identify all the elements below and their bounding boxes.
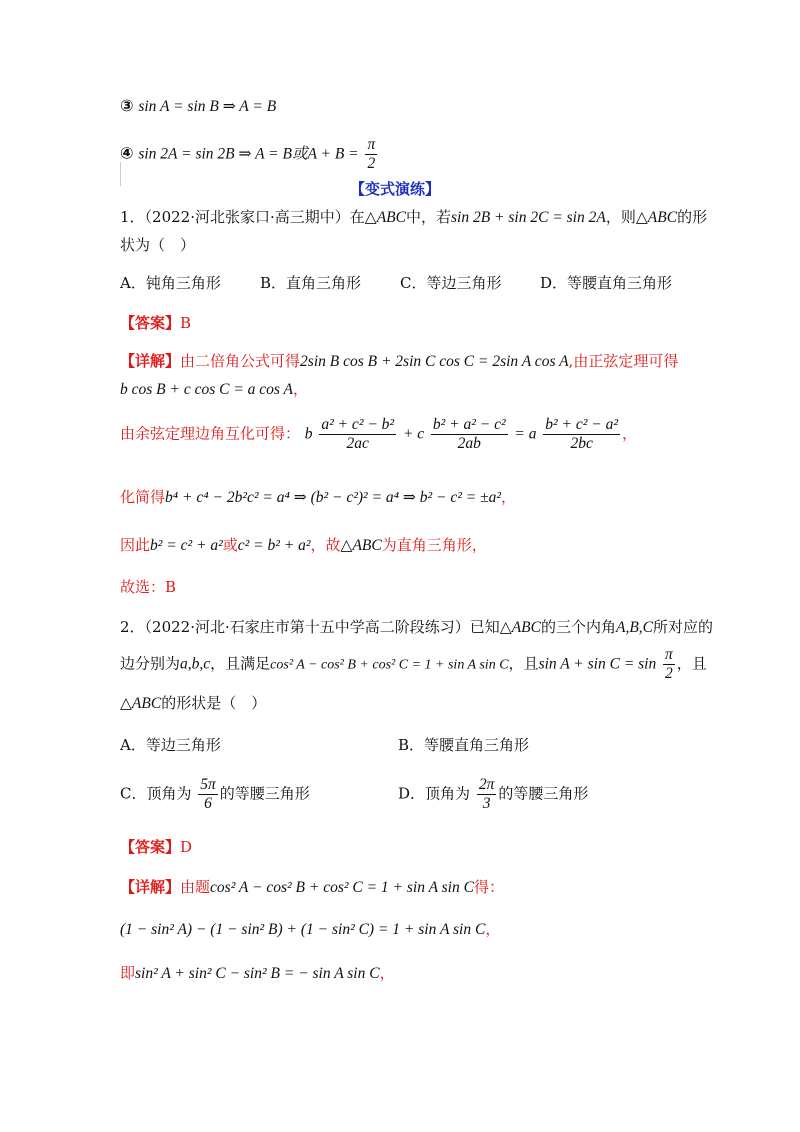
q2-option-c-fraction — [198, 776, 218, 813]
q1-detail-3-frac-2 — [431, 416, 508, 453]
q1-option-b: B．直角三角形 — [260, 274, 362, 292]
q2-condition-1: cos² A − cos² B + cos² C = 1 + sin A sin C — [270, 657, 509, 673]
q1-conclusion: 故选：B — [120, 578, 177, 596]
q1-answer — [120, 312, 191, 333]
q2-stem-line2 — [120, 646, 707, 683]
q1-detail-4-end: ， — [501, 488, 517, 506]
q2-condition-2: sin A + sin C = sin — [538, 655, 657, 673]
q2-option-c — [120, 776, 310, 813]
formula-4-fraction — [365, 136, 377, 173]
q1-frac-1-num: a² + c² − b² — [321, 416, 395, 433]
q2-detail-formula-1: cos² A − cos² B + cos² C = 1 + sin A sin C — [210, 879, 474, 896]
q1-frac-1-den: 2ac — [346, 434, 369, 452]
q2-detail-label: 【详解】 — [120, 878, 181, 896]
q1-frac-3-den: 2bc — [570, 434, 593, 452]
q1-condition: sin 2B + sin 2C = sin 2A — [451, 209, 606, 226]
q2-option-a: A．等边三角形 — [120, 736, 221, 754]
q1-detail-line5 — [120, 534, 487, 555]
q1-detail-line3 — [120, 416, 637, 453]
q2-line3-text: 的形状是（ ） — [161, 694, 267, 712]
q1-detail-3-eq: = a — [514, 425, 537, 443]
formula-4-frac-den: 2 — [367, 154, 376, 172]
q2-number: 2． — [120, 618, 145, 636]
q1-detail-text: 由二倍角公式可得 — [180, 352, 301, 370]
q2-line2-text: 边分别为 — [120, 654, 181, 673]
q2-line2-text-3: ，且 — [508, 654, 539, 673]
q2-detail-3-end: ， — [379, 964, 395, 982]
q1-stem-text-2: 中，若 — [405, 208, 451, 226]
q2-triangle-2: △ABC — [120, 695, 162, 712]
q1-detail-punct: ， — [293, 380, 309, 398]
q2-detail-text: 由题 — [180, 878, 211, 896]
q2-optc-frac-num: 5π — [200, 776, 216, 793]
q1-detail-formula-1: 2sin B cos B + 2sin C cos C = 2sin A cos A — [300, 353, 569, 370]
q1-detail-5-eq1: b² = c² + a² — [150, 537, 223, 554]
q1-frac-2-den: 2ab — [457, 434, 481, 452]
formula-4-frac-num: π — [367, 136, 376, 153]
q1-stem-text-3: ，则 — [605, 208, 636, 226]
q2-option-d-fraction — [477, 776, 497, 813]
q1-detail-3-frac-3 — [543, 416, 620, 453]
q2-answer — [120, 836, 192, 857]
q1-frac-2-num: b² + a² − c² — [432, 416, 506, 433]
q1-detail-5-text-2: ，故 — [310, 536, 341, 554]
q1-stem-text-4: 的形 — [677, 208, 708, 226]
q2-detail-2-end: ， — [485, 920, 501, 938]
q2-cond2-frac-num: π — [665, 646, 673, 663]
q2-stem-text-3: 所对应的 — [653, 618, 714, 636]
q2-source: （2022·河北·石家庄市第十五中学高二阶段练习） — [144, 618, 470, 636]
q2-optd-frac-den: 3 — [482, 794, 491, 812]
q2-option-d-text-2: 的等腰三角形 — [498, 784, 589, 803]
q1-frac-3-num: b² + c² − a² — [545, 416, 619, 433]
q1-detail-line2 — [120, 378, 308, 399]
q2-option-d-text: D．顶角为 — [398, 784, 471, 803]
q1-number: 1． — [120, 208, 145, 226]
q1-detail-formula-2: b cos B + c cos C = a cos A — [120, 381, 294, 398]
q2-option-b: B．等腰直角三角形 — [398, 736, 530, 754]
q1-option-d: D．等腰直角三角形 — [540, 274, 673, 292]
formula-3 — [120, 96, 276, 116]
q2-optc-frac-den: 6 — [204, 794, 212, 812]
q1-detail-label: 【详解】 — [120, 352, 181, 370]
q1-detail-4-label: 化简得 — [120, 488, 166, 506]
q1-detail-line4 — [120, 486, 516, 507]
q1-source: （2022·河北张家口·高三期中） — [144, 208, 350, 226]
circled-3-marker: ③ — [120, 96, 134, 115]
q1-detail-3-end: ， — [622, 424, 638, 443]
q1-detail-5-or: 或 — [222, 536, 238, 554]
q1-answer-value: B — [180, 314, 192, 332]
q1-detail-3-label: 由余弦定理边角互化可得： — [120, 424, 301, 443]
q2-line2-text-2: ，且满足 — [210, 654, 271, 673]
q2-detail-formula-3: sin² A + sin² C − sin² B = − sin A sin C — [135, 965, 380, 982]
q2-option-c-text-2: 的等腰三角形 — [219, 784, 310, 803]
q1-triangle: △ABC — [364, 209, 406, 226]
q2-stem-text-2: 的三个内角 — [540, 618, 616, 636]
q2-detail-line2 — [120, 918, 500, 939]
q2-condition-2-fraction — [663, 646, 675, 683]
q1-triangle-2: △ABC — [635, 209, 678, 226]
q1-detail-3-frac-1 — [319, 416, 396, 453]
q1-detail-text-2: ,由正弦定理可得 — [568, 352, 679, 370]
q1-option-a: A．钝角三角形 — [120, 274, 221, 292]
q2-detail-3-text: 即 — [120, 964, 136, 982]
q1-stem-line2: 状为（ ） — [120, 236, 196, 254]
q1-option-c: C．等边三角形 — [400, 274, 502, 292]
q1-detail-formula-4: b⁴ + c⁴ − 2b²c² = a⁴ ⇒ (b² − c²)² = a⁴ ⇒ b² − c² = ±a² — [165, 489, 502, 506]
q1-detail-5-eq2: c² = b² + a² — [237, 537, 311, 554]
q2-answer-label: 【答案】 — [120, 838, 181, 856]
q2-sides: a,b,c — [180, 655, 211, 673]
q2-stem-text: 已知 — [469, 618, 500, 636]
q1-detail-3-b: b — [304, 425, 313, 443]
q2-detail-line1 — [120, 876, 504, 897]
circled-4-marker: ④ — [120, 143, 134, 163]
formula-3-text: sin A = sin B ⇒ A = B — [138, 98, 277, 115]
q2-optd-frac-num: 2π — [478, 776, 495, 793]
q1-detail-line1 — [120, 350, 678, 371]
q1-answer-label: 【答案】 — [120, 314, 181, 332]
q2-detail-text-2: 得： — [473, 878, 504, 896]
q2-stem-line3 — [120, 692, 266, 713]
q2-detail-line3 — [120, 962, 395, 983]
q2-line2-text-4: ，且 — [676, 654, 707, 673]
q1-stem-text: 在 — [349, 208, 365, 226]
q2-option-d — [398, 776, 588, 813]
q2-cond2-frac-den: 2 — [665, 664, 673, 682]
q1-detail-5-text-3: 为直角三角形， — [381, 536, 487, 554]
q2-answer-value: D — [180, 838, 193, 856]
margin-rule — [120, 162, 121, 186]
q2-triangle: △ABC — [499, 619, 541, 636]
formula-4 — [120, 136, 379, 173]
q2-angles: A,B,C — [616, 619, 654, 636]
q1-detail-5-triangle: △ABC — [340, 537, 382, 554]
q1-stem-line1 — [120, 206, 707, 227]
q1-detail-3-plus: + c — [402, 425, 425, 443]
section-title: 【变式演练】 — [350, 180, 441, 198]
q2-stem-line1 — [120, 616, 713, 637]
formula-4-text: sin 2A = sin 2B ⇒ A = B或A + B = — [138, 145, 359, 163]
q2-option-c-text: C．顶角为 — [120, 784, 192, 803]
q2-detail-formula-2: (1 − sin² A) − (1 − sin² B) + (1 − sin² C) = 1 + sin A sin C — [120, 921, 486, 938]
q1-detail-5-text: 因此 — [120, 536, 151, 554]
